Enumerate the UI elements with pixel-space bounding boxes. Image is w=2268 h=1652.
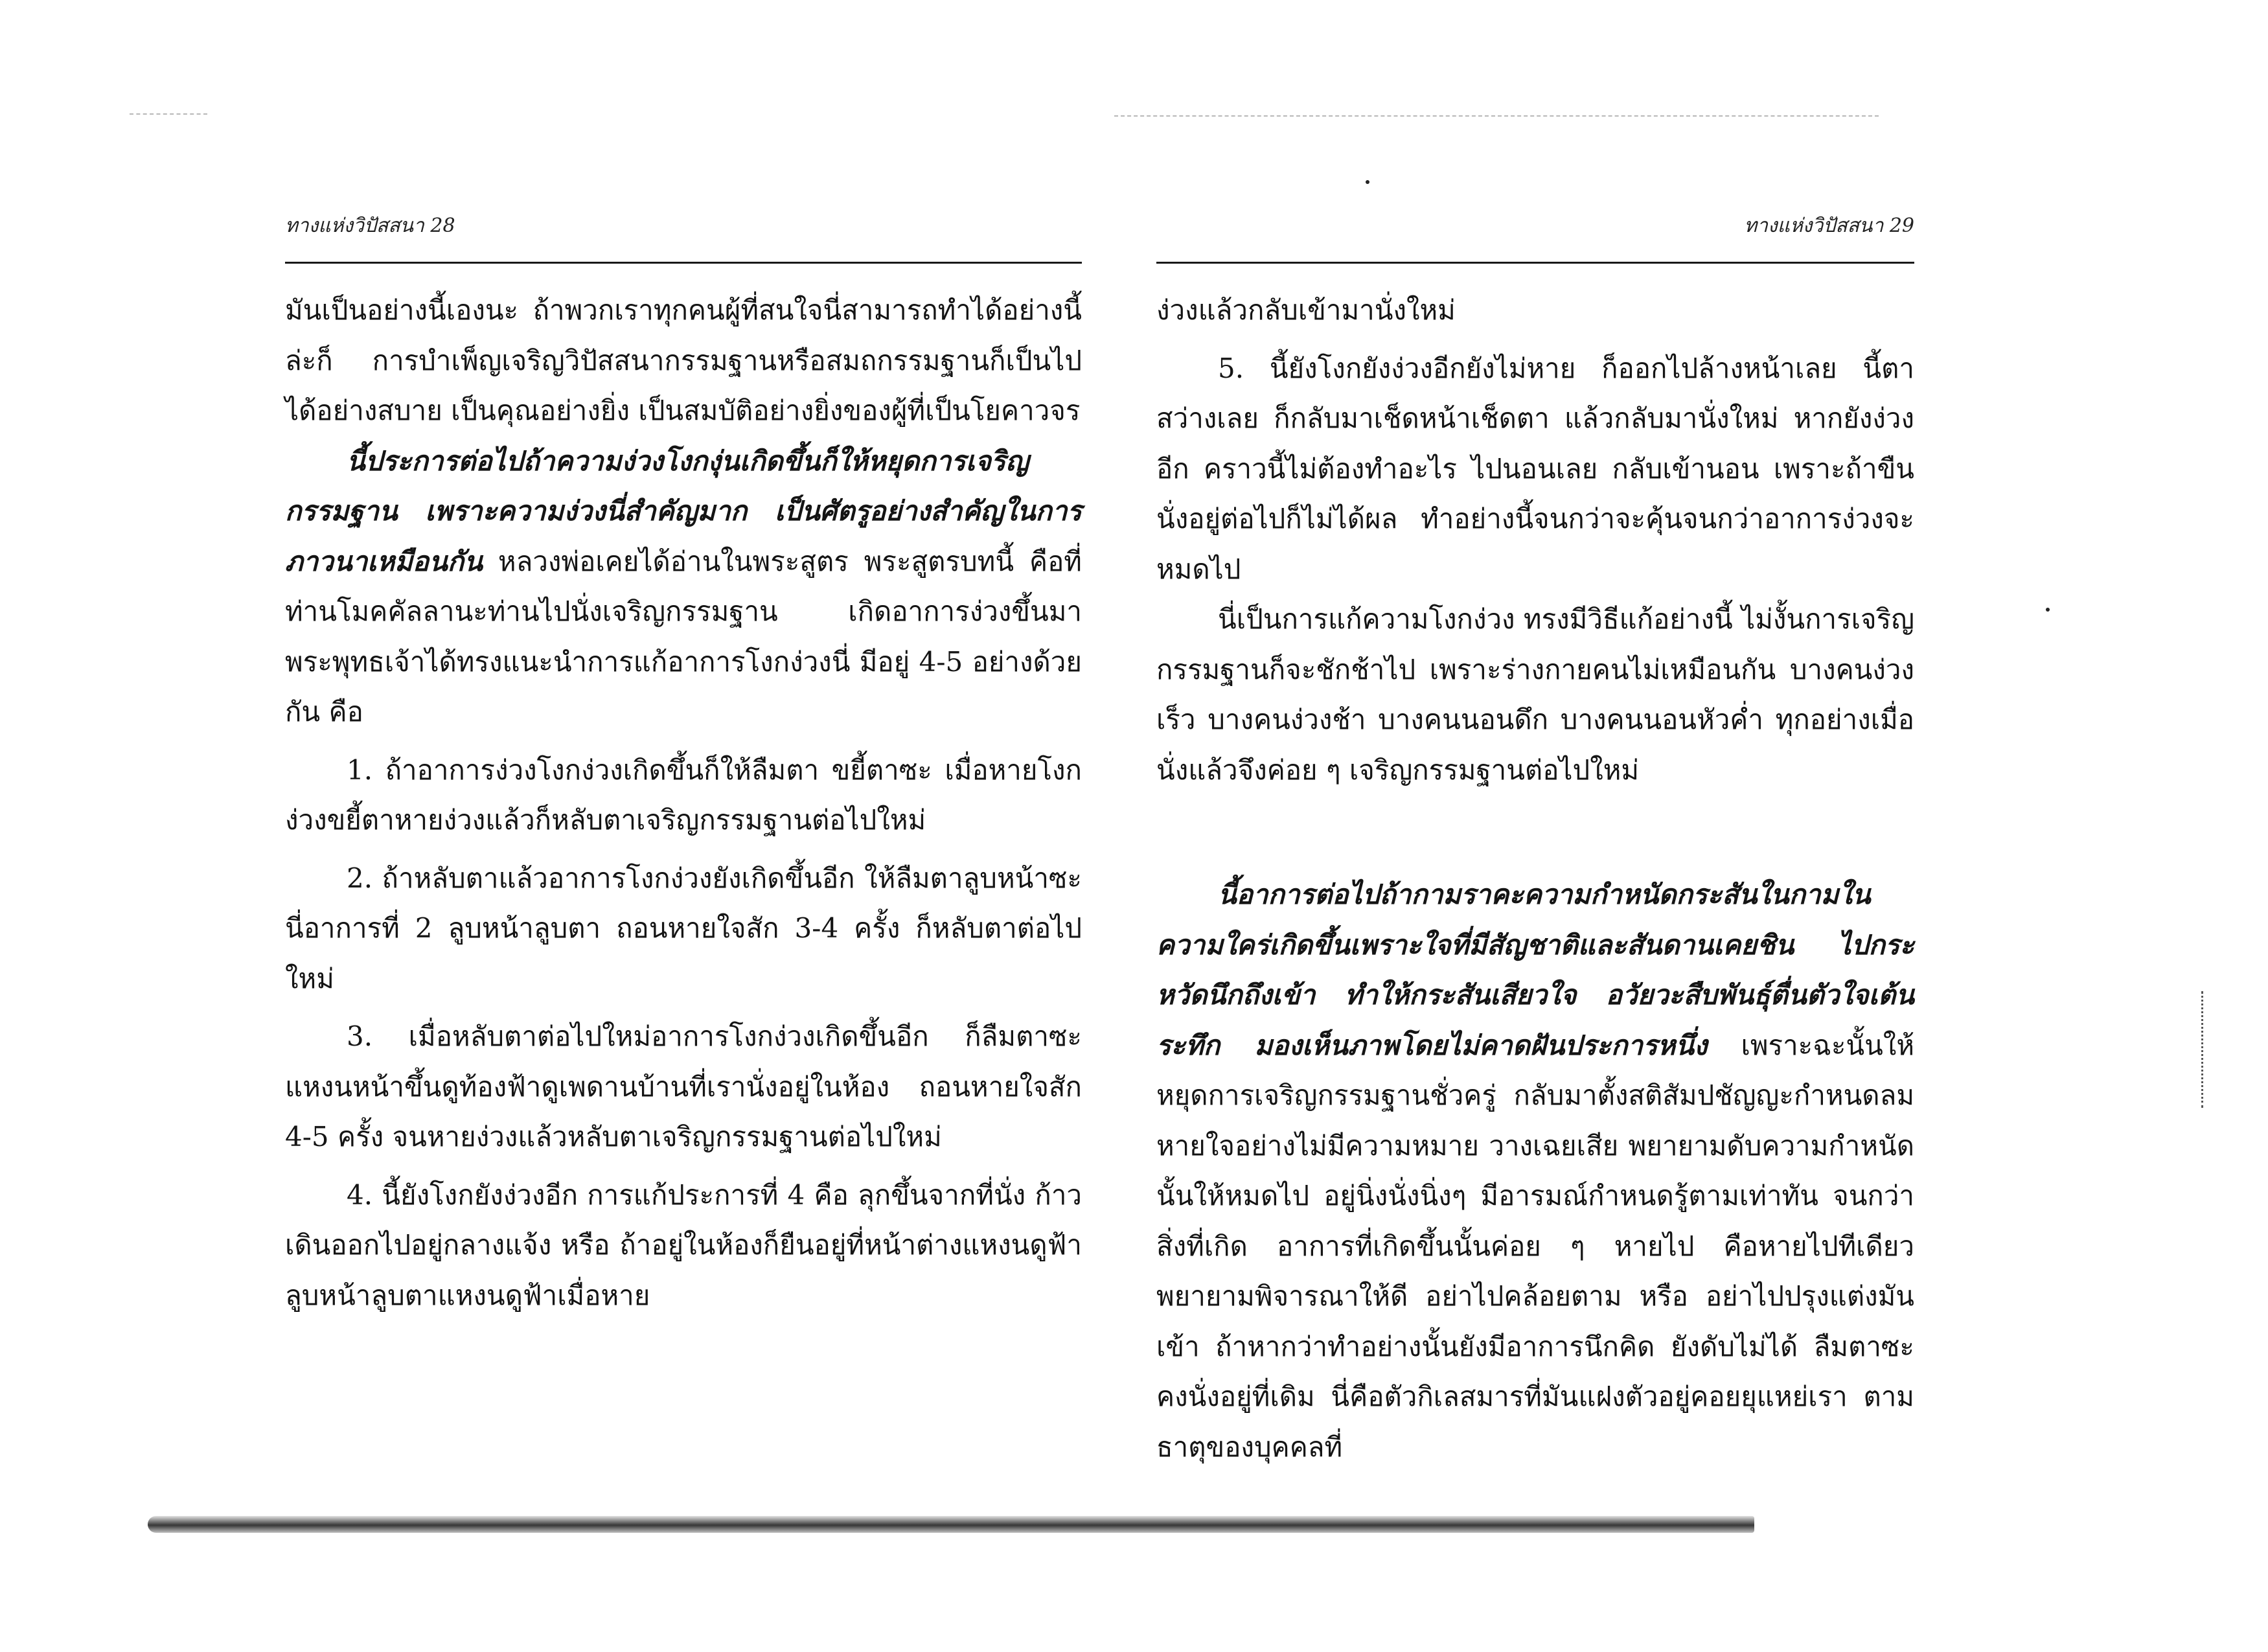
paragraph-text: เพราะฉะนั้นให้หยุดการเจริญกรรมฐานชั่วครู่ กลับมาตั้งสติสัมปชัญญะกำหนดลมหายใจอย่างไม่มีความหมาย วางเฉยเสีย พยายามดับความกำหนัดนั้นให้หมดไป อยู่นิ่งนั่งนิ่งๆ มีอารมณ์กำหนดรู้ตามเท่าทัน จนกว่าสิ่งที่เกิด อาการที่เกิดขึ้นนั้นค่อย ๆ หายไป คือหายไปทีเดียว พยายามพิจารณาให้ดี อย่าไปคล้อยตาม หรือ อย่าไปปรุงแต่งมันเข้า ถ้าหากว่าทำอย่างนั้นยังมีอาการนึกคิด ยังดับไม่ได้ ลืมตาซะคงนั่งอยู่ที่เดิม นี่คือตัวกิเลสมารที่มันแฝงตัวอยู่คอยยุแหย่เรา ตามธาตุของบุคคลที่ xyxy=(1156,1029,1915,1463)
book-spine-shadow xyxy=(148,1516,1754,1533)
paragraph xyxy=(1156,285,1914,336)
page-body xyxy=(285,285,1082,1320)
page-header: ทางแห่งวิปัสสนา 28 xyxy=(285,214,455,237)
emphasis-text: นี้อาการต่อไปถ้ากามราคะความกำหนัดกระสันในกามในความใคร่เกิดขึ้นเพราะใจที่มีสัญชาติและสันดานเคยชิน ไปกระหวัดนึกถึงเข้า ทำให้กระสันเสียวใจ อวัยวะสืบพันธุ์ตื่นตัวใจเต้นระทึก มองเห็นภาพโดยไม่คาดฝันประการหนึ่ง xyxy=(1156,878,1914,1061)
numbered-item xyxy=(285,1170,1082,1321)
page-body xyxy=(1156,285,1914,1472)
paragraph-text: 1. ถ้าอาการง่วงโงกง่วงเกิดขึ้นก็ให้ลืมตา ขยี้ตาซะ เมื่อหายโงกง่วงขยี้ตาหายง่วงแล้วก็หลับตาเจริญกรรมฐานต่อไปใหม่ xyxy=(285,753,1082,836)
paragraph xyxy=(1156,594,1914,795)
numbered-item xyxy=(285,745,1082,845)
scan-edge-marks xyxy=(2201,991,2203,1108)
paragraph-text: มันเป็นอย่างนี้เองนะ ถ้าพวกเราทุกคนผู้ที่สนใจนี่สามารถทำได้อย่างนี้ล่ะก็ การบำเพ็ญเจริญวิปัสสนากรรมฐานหรือสมถกรรมฐานก็เป็นไปได้อย่างสบาย เป็นคุณอย่างยิ่ง เป็นสมบัติอย่างยิ่งของผู้ที่เป็นโยคาวจร xyxy=(285,294,1082,426)
numbered-item xyxy=(285,853,1082,1004)
numbered-item xyxy=(285,1011,1082,1162)
paragraph-text: หลวงพ่อเคยได้อ่านในพระสูตร พระสูตรบทนี้ คือที่ท่านโมคคัลลานะท่านไปนั่งเจริญกรรมฐาน เกิดอาการง่วงขึ้นมา พระพุทธเจ้าได้ทรงแนะนำการแก้อาการโงกง่วงนี่ มีอยู่ 4-5 อย่างด้วยกัน คือ xyxy=(285,545,1082,728)
paragraph-text: 2. ถ้าหลับตาแล้วอาการโงกง่วงยังเกิดขึ้นอีก ให้ลืมตาลูบหน้าซะ นี่อาการที่ 2 ลูบหน้าลูบตา ถอนหายใจสัก 3-4 ครั้ง ก็หลับตาต่อไปใหม่ xyxy=(285,862,1082,994)
scan-speck xyxy=(1366,180,1369,184)
paragraph xyxy=(285,436,1082,737)
scan-speck xyxy=(2046,608,2050,612)
scan-edge-top-left xyxy=(130,113,207,115)
paragraph-gap xyxy=(1156,795,1914,869)
page-header: ทางแห่งวิปัสสนา 29 xyxy=(1744,214,1914,237)
paragraph-text: นี่เป็นการแก้ความโงกง่วง ทรงมีวิธีแก้อย่างนี้ ไม่งั้นการเจริญกรรมฐานก็จะชักช้าไป เพราะร่างกายคนไม่เหมือนกัน บางคนง่วงเร็ว บางคนง่วงช้า บางคนนอนดึก บางคนนอนหัวค่ำ ทุกอย่างเมื่อนั่งแล้วจึงค่อย ๆ เจริญกรรมฐานต่อไปใหม่ xyxy=(1156,603,1914,786)
numbered-item xyxy=(1156,343,1914,595)
header-rule xyxy=(1156,262,1914,264)
paragraph-text: 3. เมื่อหลับตาต่อไปใหม่อาการโงกง่วงเกิดขึ้นอีก ก็ลืมตาซะแหงนหน้าขึ้นดูท้องฟ้าดูเพดานบ้านที่เรานั่งอยู่ในห้อง ถอนหายใจสัก 4-5 ครั้ง จนหายง่วงแล้วหลับตาเจริญกรรมฐานต่อไปใหม่ xyxy=(285,1020,1082,1153)
paragraph-text: 5. นี้ยังโงกยังง่วงอีกยังไม่หาย ก็ออกไปล้างหน้าเลย นี้ตาสว่างเลย ก็กลับมาเช็ดหน้าเช็ดตา แล้วกลับมานั่งใหม่ หากยังง่วงอีก คราวนี้ไม่ต้องทำอะไร ไปนอนเลย กลับเข้านอน เพราะถ้าขืนนั่งอยู่ต่อไปก็ไม่ได้ผล ทำอย่างนี้จนกว่าจะคุ้นจนกว่าอาการง่วงจะหมดไป xyxy=(1156,352,1914,585)
emphasis-text: นี้ประการต่อไปถ้าความง่วงโงกงุ่นเกิดขึ้นก็ให้หยุดการเจริญกรรมฐาน เพราะความง่วงนี่สำคัญมาก เป็นศัตรูอย่างสำคัญในการภาวนาเหมือนกัน xyxy=(285,444,1082,577)
header-rule xyxy=(285,262,1082,264)
scan-edge-top-right xyxy=(1114,115,1879,117)
paragraph xyxy=(285,285,1082,436)
paragraph xyxy=(1156,869,1914,1472)
paragraph-text: 4. นี้ยังโงกยังง่วงอีก การแก้ประการที่ 4 คือ ลุกขึ้นจากที่นั่ง ก้าวเดินออกไปอยู่กลางแจ้ง หรือ ถ้าอยู่ในห้องก็ยืนอยู่ที่หน้าต่างแหงนดูฟ้า ลูบหน้าลูบตาแหงนดูฟ้าเมื่อหาย xyxy=(285,1178,1082,1311)
paragraph-text: ง่วงแล้วกลับเข้ามานั่งใหม่ xyxy=(1156,294,1456,326)
